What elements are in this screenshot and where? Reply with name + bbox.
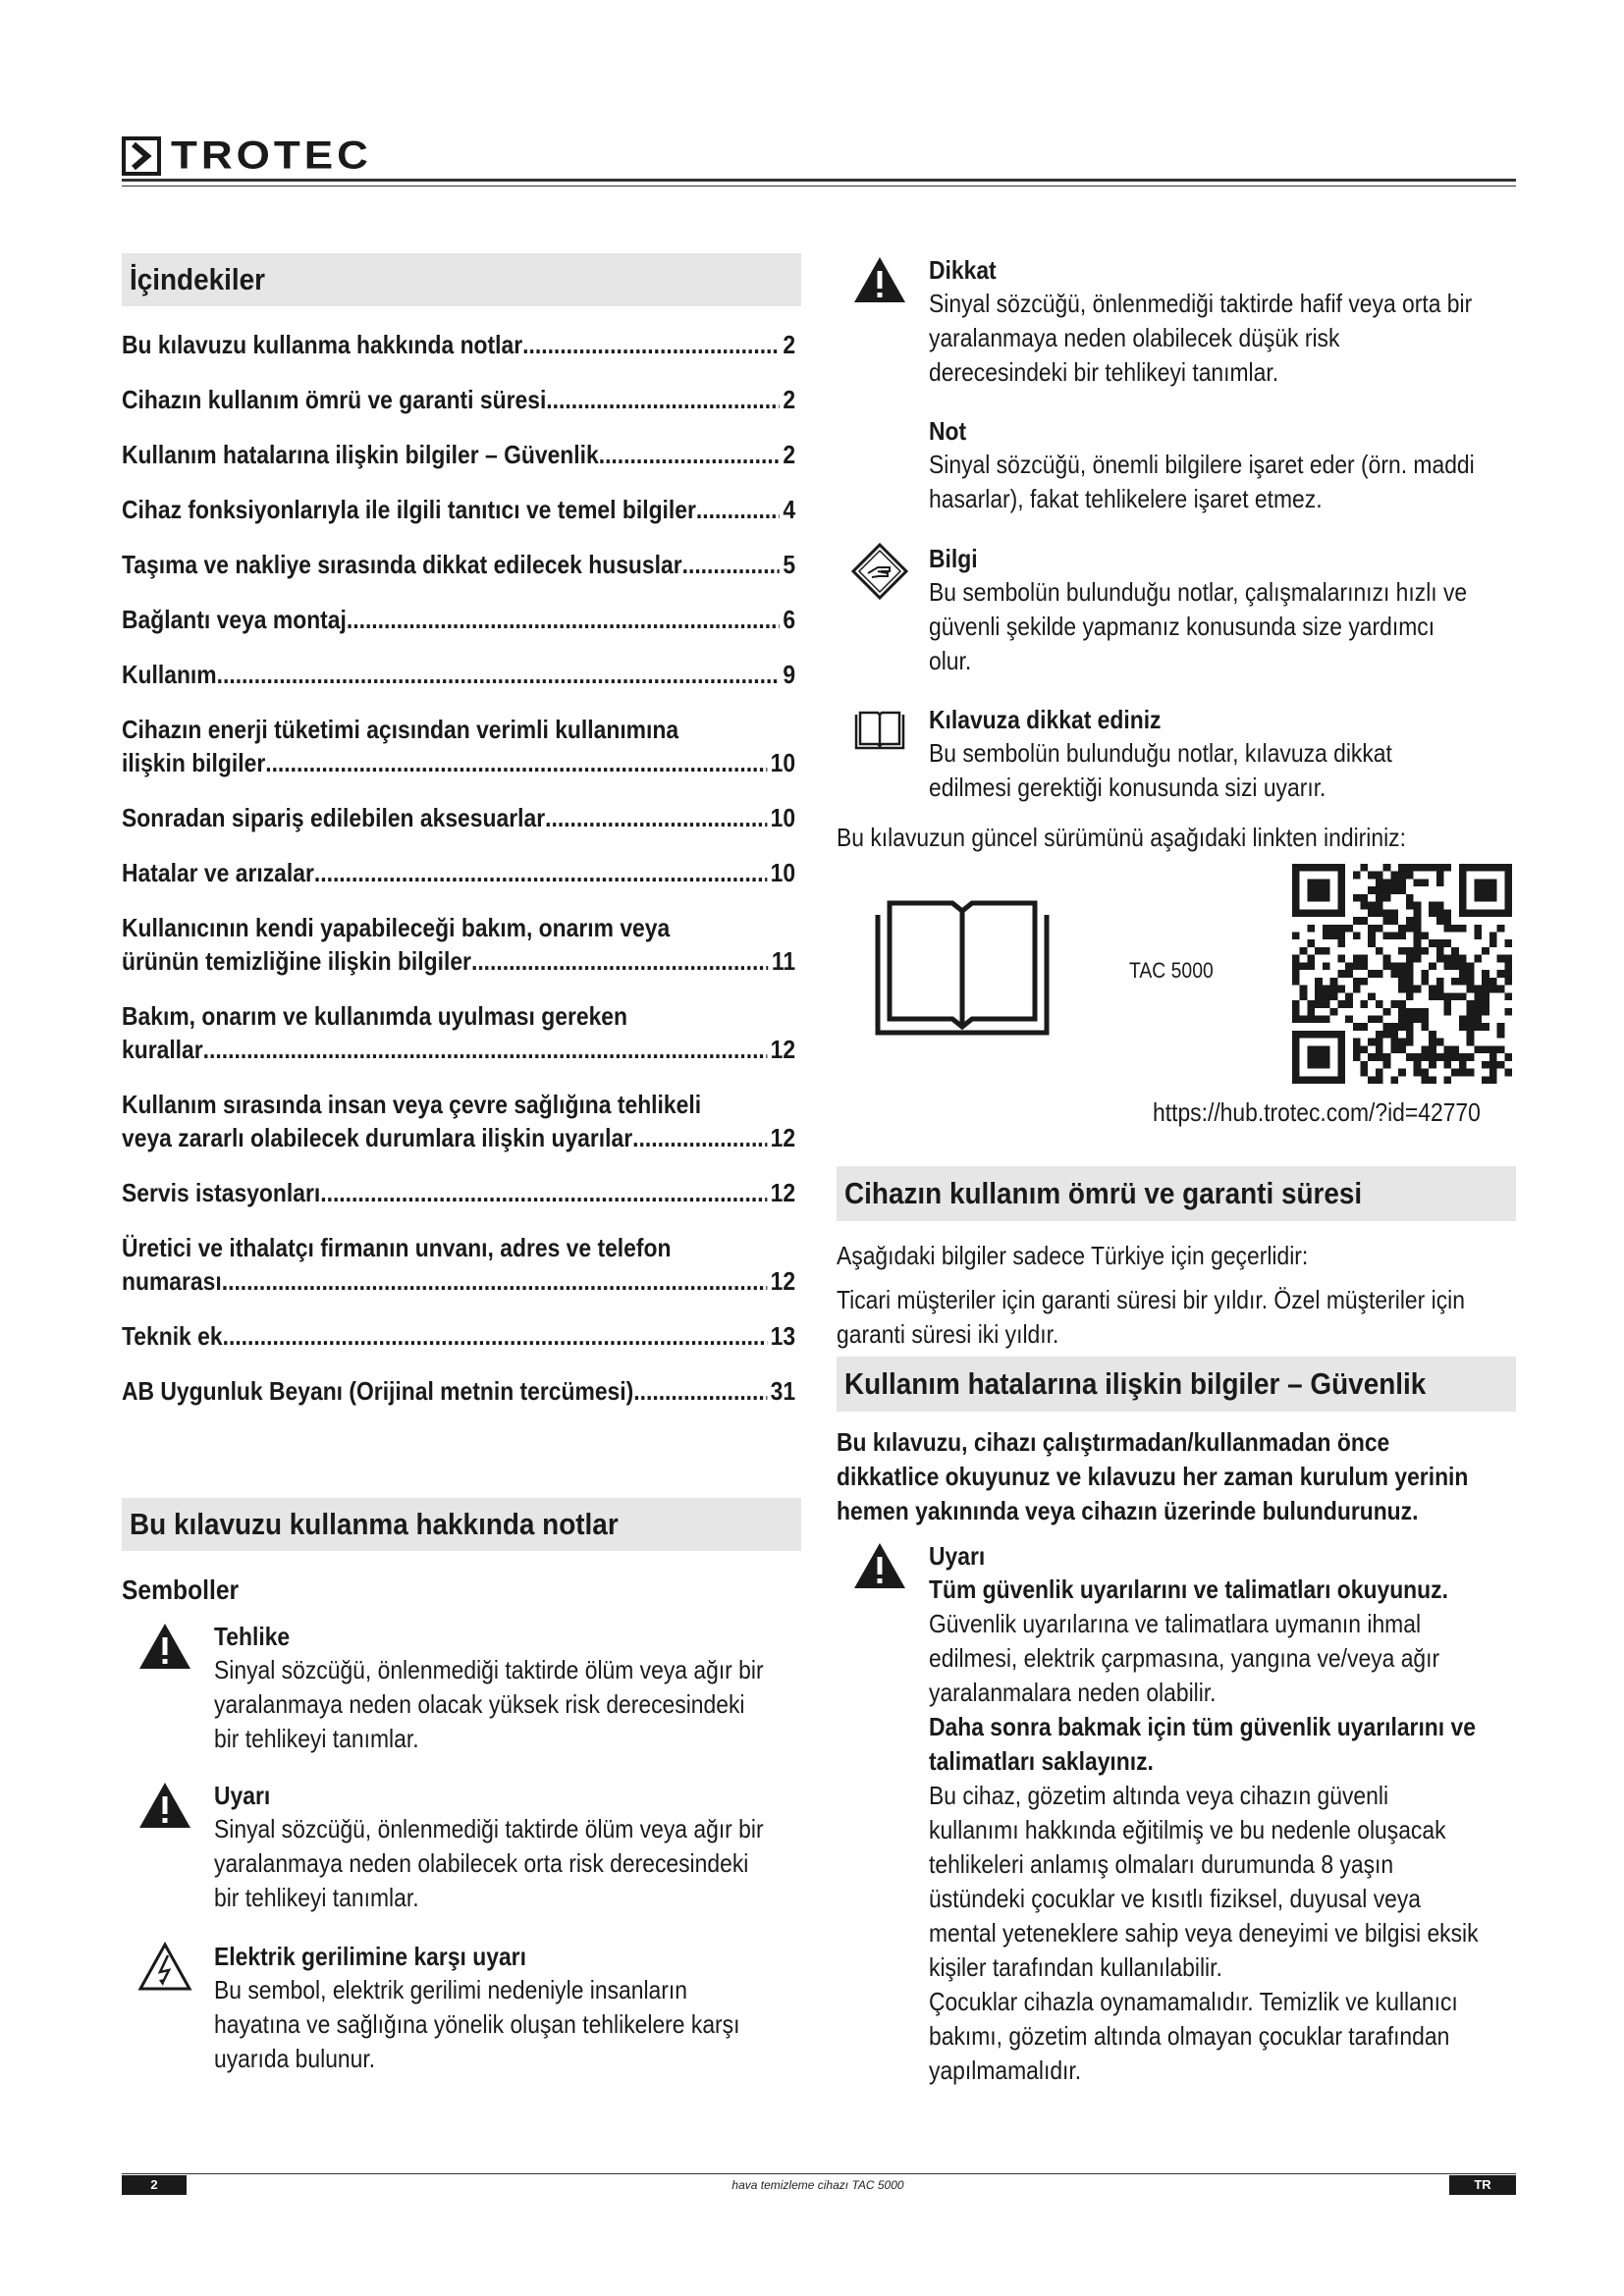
download-text: Bu kılavuzun güncel sürümünü aşağıdaki linkten indiriniz: [837,823,1406,852]
notice-title: Elektrik gerilimine karşı uyarı [214,1942,526,1971]
toc-entry-text: veya zararlı olabilecek durumlara ilişkin uyarılar [122,1123,633,1152]
manual-book-large-icon [874,895,1051,1039]
notice-title: Kılavuza dikkat ediniz [929,705,1162,734]
toc-leader-dots [545,801,767,834]
toc-entry-text: kurallar [122,1035,203,1064]
toc-entry[interactable] [122,1231,799,1298]
header-rule [122,179,1516,182]
notice-desc: Bu sembol, elektrik gerilimi nedeniyle insanların hayatına ve sağlığına yönelik oluşan tehlikelere karşı uyarıda bulunur. [214,1975,740,2073]
toc-entry-text: Kullanım sırasında insan veya çevre sağlığına tehlikeli [122,1090,702,1119]
toc-entry[interactable] [122,999,799,1066]
trotec-logo-icon [122,136,161,176]
toc-leader-dots [203,1033,767,1066]
safety-instruction: Bu cihaz, gözetim altında veya cihazın güvenli kullanımı hakkında eğitilmiş ve bu nedenle oluşacak tehlikeleri anlamış olmaları durumunda 8 yaşın üstündeki çocuklar ve kısıtlı fiziksel, duyusal veya mental yeteneklere sahip veya deneyimi ve bilgisi eksik kişiler tarafından kullanılabilir. [929,1781,1479,1982]
safety-instruction-bold: Daha sonra bakmak için tüm güvenlik uyarılarını ve talimatları saklayınız. [929,1712,1476,1776]
electric-voltage-icon [137,1942,192,1993]
toc-page-number: 9 [783,660,796,689]
toc-leader-dots [471,944,768,978]
warranty-heading: Cihazın kullanım ömrü ve garanti süresi [837,1166,1516,1221]
toc-leader-dots [599,438,780,471]
warning-triangle-icon [852,1541,907,1590]
toc-entry[interactable] [122,1088,799,1154]
toc-entry[interactable] [122,856,799,889]
toc-page-number: 10 [770,748,796,777]
toc-entry-text: AB Uygunluk Beyanı (Orijinal metnin tercümesi) [122,1376,634,1406]
notice-desc: Sinyal sözcüğü, önemli bilgilere işaret eder (örn. maddi hasarlar), fakat tehlikelere işaret etmez. [929,450,1475,513]
toc-leader-dots [314,856,767,889]
toc-entry-text: Cihaz fonksiyonlarıyla ile ilgili tanıtıcı ve temel bilgiler [122,495,696,524]
toc-entry[interactable] [122,328,799,361]
toc-leader-dots [632,1121,767,1154]
notice-body [214,1940,811,2076]
notice-desc: Sinyal sözcüğü, önlenmediği taktirde ölüm veya ağır bir yaralanmaya neden olabilecek orta risk derecesindeki bir tehlikeyi tanımlar. [214,1814,764,1912]
notice-desc: Sinyal sözcüğü, önlenmediği taktirde ölüm veya ağır bir yaralanmaya neden olacak yüksek risk derecesindeki bir tehlikeyi tanımlar. [214,1655,764,1753]
toc-entry[interactable] [122,713,799,779]
notice-body [214,1620,825,1756]
toc-entry-text: Servis istasyonları [122,1178,321,1207]
caution-triangle-icon [852,255,907,304]
notice-body [929,703,1455,805]
header-rule-thin [122,186,1516,187]
toc-entry-text: Üretici ve ithalatçı firmanın unvanı, adres ve telefon [122,1233,672,1262]
symbols-subtitle: Semboller [122,1575,240,1605]
toc-leader-dots [546,383,780,416]
toc-entry-text: Sonradan sipariş edilebilen aksesuarlar [122,803,546,832]
notice-desc: Bu sembolün bulunduğu notlar, çalışmalarınızı hızlı ve güvenli şekilde yapmanız konusunda size yardımcı olur. [929,577,1468,675]
toc-leader-dots [265,746,767,779]
notice-title: Bilgi [929,544,978,573]
notice-title: Not [929,416,967,446]
table-of-contents [122,328,799,1429]
toc-entry[interactable] [122,548,799,581]
toc-leader-dots [696,493,780,526]
toc-page-number: 12 [770,1123,796,1152]
notice-title: Uyarı [929,1541,986,1571]
notice-title: Dikkat [929,255,997,285]
notice-body [929,253,1540,390]
manual-book-icon [852,709,907,756]
toc-entry-text: Bağlantı veya montaj [122,605,347,634]
toc-page-number: 6 [783,605,796,634]
toc-page-number: 12 [770,1178,796,1207]
toc-entry[interactable] [122,801,799,834]
safety-intro: Bu kılavuzu, cihazı çalıştırmadan/kullanmadan önce dikkatlice okuyunuz ve kılavuzu her zaman kurulum yerinin hemen yakınında veya cihazın üzerinde bulundurunuz. [837,1427,1469,1525]
notice-body [929,542,1540,678]
brand-logo [122,132,372,181]
warning-triangle-icon [137,1781,192,1830]
toc-page-number: 10 [770,803,796,832]
notice-body [214,1779,825,1915]
warranty-text: Aşağıdaki bilgiler sadece Türkiye için geçerlidir: Ticari müşteriler için garanti süresi bir yıldır. Özel müşteriler için garanti süresi iki yıldır. [837,1241,1465,1349]
toc-entry[interactable] [122,1374,799,1408]
toc-leader-dots [633,1374,767,1408]
toc-entry-text: Hatalar ve arızalar [122,858,314,887]
toc-entry[interactable] [122,911,799,978]
toc-leader-dots [347,603,780,636]
toc-entry-text: ilişkin bilgiler [122,748,266,777]
toc-entry[interactable] [122,383,799,416]
toc-entry[interactable] [122,1176,799,1209]
download-url[interactable]: https://hub.trotec.com/?id=42770 [1153,1097,1481,1127]
toc-leader-dots [222,1264,767,1298]
toc-entry-text: Kullanıcının kendi yapabileceği bakım, onarım veya [122,913,671,942]
toc-page-number: 10 [770,858,796,887]
toc-entry-text: numarası [122,1266,222,1296]
toc-entry-text: Bakım, onarım ve kullanımda uyulması gereken [122,1001,628,1031]
qr-code[interactable] [1292,864,1512,1084]
toc-page-number: 2 [783,385,796,414]
toc-entry[interactable] [122,493,799,526]
toc-page-number: 2 [783,440,796,469]
footer-language: TR [1449,2175,1516,2195]
toc-leader-dots [522,328,780,361]
danger-triangle-icon [137,1622,192,1671]
toc-leader-dots [223,1319,768,1353]
safety-instruction: Güvenlik uyarılarına ve talimatlara uymanın ihmal edilmesi, elektrik çarpmasına, yangına ve/veya ağır yaralanmalara neden olabilir. [929,1609,1440,1707]
notice-title: Uyarı [214,1781,271,1810]
toc-leader-dots [320,1176,767,1209]
toc-leader-dots [217,658,780,691]
safety-instruction-bold: Tüm güvenlik uyarılarını ve talimatları okuyunuz. [929,1575,1448,1604]
toc-entry-text: Cihazın kullanım ömrü ve garanti süresi [122,385,547,414]
toc-heading: İçindekiler [122,253,801,306]
toc-entry-text: Cihazın enerji tüketimi açısından verimli kullanımına [122,715,679,744]
toc-entry[interactable] [122,438,799,471]
toc-entry-text: Kullanım hatalarına ilişkin bilgiler – Güvenlik [122,440,599,469]
notice-desc: Bu sembolün bulunduğu notlar, kılavuza dikkat edilmesi gerektiği konusunda sizi uyarır. [929,738,1392,802]
notice-title: Tehlike [214,1622,291,1651]
toc-page-number: 2 [783,330,796,359]
toc-entry-text: Bu kılavuzu kullanma hakkında notlar [122,330,523,359]
notice-body [929,1539,1540,2088]
toc-entry[interactable] [122,1319,799,1353]
toc-page-number: 13 [770,1321,796,1351]
toc-page-number: 31 [770,1376,796,1406]
model-label: TAC 5000 [1129,958,1214,983]
toc-page-number: 11 [771,946,796,976]
toc-entry[interactable] [122,603,799,636]
toc-page-number: 5 [783,550,796,579]
footer-title: hava temizleme cihazı TAC 5000 [731,2178,904,2192]
toc-leader-dots [682,548,780,581]
notes-heading: Bu kılavuzu kullanma hakkında notlar [122,1498,801,1551]
safety-heading: Kullanım hatalarına ilişkin bilgiler – Güvenlik [837,1357,1516,1412]
info-hand-icon [850,542,909,601]
toc-entry-text: Kullanım [122,660,217,689]
toc-page-number: 12 [770,1266,796,1296]
footer-page-number: 2 [122,2175,187,2195]
brand-name: TROTEC [171,133,372,178]
toc-entry-text: Teknik ek [122,1321,223,1351]
toc-page-number: 4 [783,495,796,524]
toc-page-number: 12 [770,1035,796,1064]
safety-instruction: Çocuklar cihazla oynamamalıdır. Temizlik ve kullanıcı bakımı, gözetim altında olmayan çocuklar tarafından yapılmamalıdır. [929,1987,1458,2085]
notice-desc: Sinyal sözcüğü, önlenmediği taktirde hafif veya orta bir yaralanmaya neden olabilecek düşük risk derecesindeki bir tehlikeyi tanımlar. [929,289,1473,387]
toc-entry-text: ürünün temizliğine ilişkin bilgiler [122,946,471,976]
toc-entry-text: Taşıma ve nakliye sırasında dikkat edilecek hususlar [122,550,682,579]
notice-body [929,414,1540,516]
toc-entry[interactable] [122,658,799,691]
